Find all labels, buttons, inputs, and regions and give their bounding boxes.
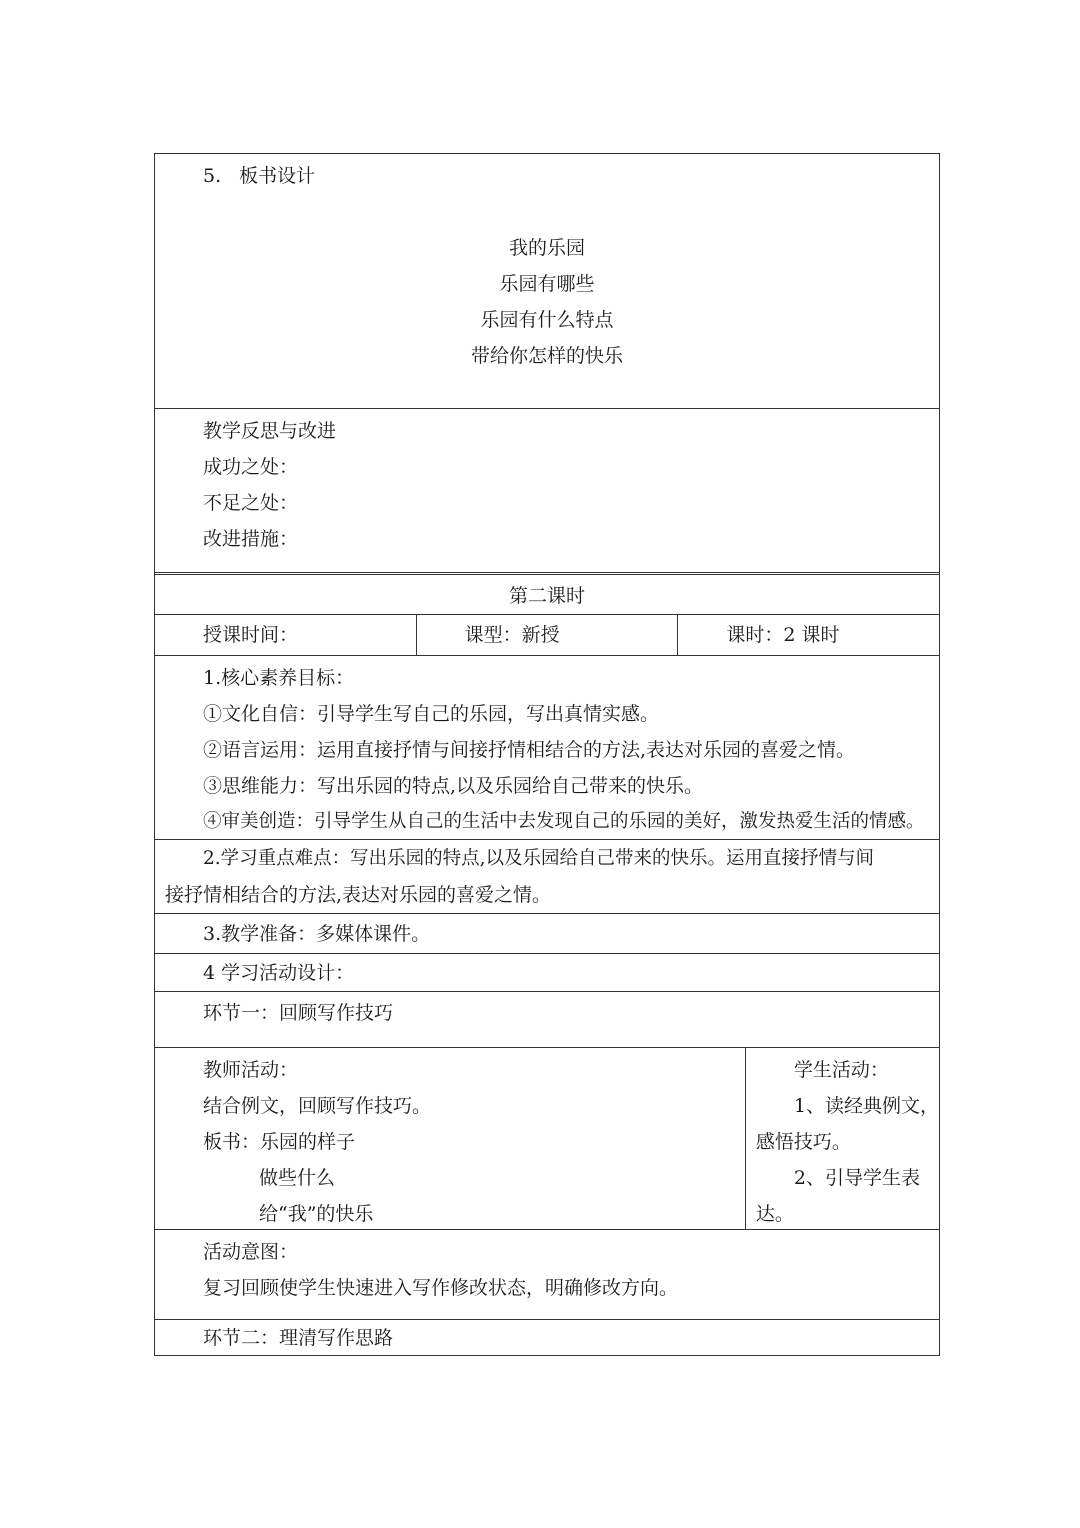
- board-design-heading: [155, 154, 939, 194]
- reflection-measures: 改进措施：: [203, 528, 299, 550]
- activity-intent-section: [155, 1229, 939, 1319]
- goal-item-4: ④审美创造：引导学生从自己的生活中去发现自己的乐园的美好，激发热爱生活的情感。: [203, 811, 925, 832]
- student-activity-cell: [746, 1048, 939, 1229]
- teacher-activity-line-3: 做些什么: [259, 1167, 336, 1189]
- step1-activities-row: [155, 1047, 939, 1229]
- student-activity-line-4: 达。: [755, 1203, 794, 1225]
- step2-title: 环节二：理清写作思路: [203, 1327, 394, 1349]
- lesson-type-label: 课型：新授: [416, 615, 678, 655]
- key-points-line-2: 接抒情相结合的方法,表达对乐园的喜爱之情。: [165, 884, 552, 906]
- student-activity-line-1: 1、读经典例文，: [793, 1095, 939, 1117]
- step2-title-row: [155, 1319, 939, 1355]
- lesson-time-label: 授课时间：: [203, 624, 299, 646]
- reflection-section: [155, 408, 939, 572]
- teacher-activity-cell: [155, 1048, 746, 1229]
- goal-item-2: ②语言运用：运用直接抒情与间接抒情相结合的方法,表达对乐园的喜爱之情。: [203, 739, 856, 761]
- goals-section: [155, 655, 939, 839]
- step1-title: 环节一：回顾写作技巧: [203, 1002, 394, 1024]
- teacher-activity-line-4: 给“我”的快乐: [259, 1203, 374, 1225]
- activity-design-title: 4 学习活动设计：: [203, 962, 355, 984]
- goal-item-3: ③思维能力：写出乐园的特点,以及乐园给自己带来的快乐。: [203, 775, 704, 797]
- student-activity-title: 学生活动：: [793, 1059, 889, 1081]
- board-line-2: 乐园有哪些: [499, 273, 595, 295]
- student-activity-line-3: 2、引导学生表: [793, 1167, 920, 1189]
- lesson2-title: 第二课时: [508, 585, 585, 607]
- lesson2-title-row: [155, 572, 939, 614]
- lesson-plan-table: [154, 153, 940, 1356]
- preparation-section: [155, 913, 939, 953]
- reflection-shortcoming: 不足之处：: [203, 492, 299, 514]
- board-design-section: [155, 154, 939, 408]
- goals-title: 1.核心素养目标：: [203, 667, 355, 689]
- key-points-section: [155, 839, 939, 913]
- board-design-title: 板书设计: [239, 165, 316, 187]
- reflection-title: 教学反思与改进: [203, 420, 337, 442]
- activity-intent-title: 活动意图：: [203, 1241, 299, 1263]
- teacher-activity-line-2: 板书：乐园的样子: [203, 1131, 356, 1153]
- student-activity-line-2: 感悟技巧。: [755, 1131, 851, 1153]
- board-line-1: 我的乐园: [508, 237, 585, 259]
- activity-intent-text: 复习回顾使学生快速进入写作修改状态，明确修改方向。: [203, 1277, 679, 1299]
- teacher-activity-line-1: 结合例文，回顾写作技巧。: [203, 1095, 432, 1117]
- key-points-line-1: 2.学习重点难点：写出乐园的特点,以及乐园给自己带来的快乐。运用直接抒情与间: [203, 848, 875, 869]
- lesson-hours-label: 课时：2 课时: [677, 615, 939, 655]
- activity-design-section: [155, 953, 939, 991]
- reflection-success: 成功之处：: [203, 456, 299, 478]
- step1-title-row: [155, 991, 939, 1047]
- teacher-activity-title: 教师活动：: [203, 1059, 299, 1081]
- board-design-num: 5.: [203, 165, 222, 187]
- board-line-4: 带给你怎样的快乐: [470, 345, 623, 367]
- lesson2-info-row: [155, 614, 939, 655]
- preparation-text: 3.教学准备：多媒体课件。: [203, 923, 431, 945]
- goal-item-1: ①文化自信：引导学生写自己的乐园，写出真情实感。: [203, 703, 660, 725]
- board-line-3: 乐园有什么特点: [480, 309, 614, 331]
